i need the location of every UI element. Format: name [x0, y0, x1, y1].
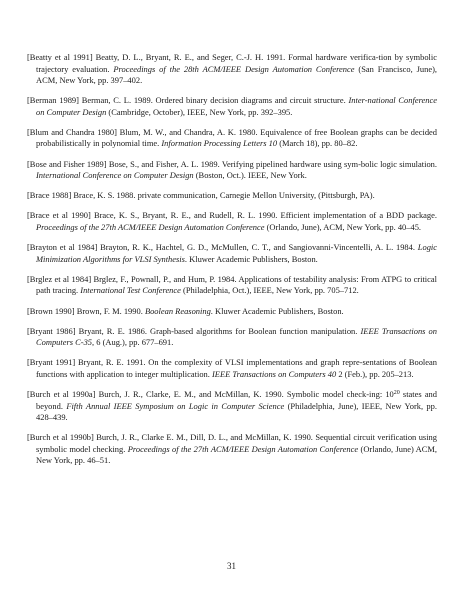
superscript: 20	[393, 390, 400, 397]
citation-key: [Bose and Fisher 1989]	[27, 158, 107, 169]
reference-text: Blum, M. W., and Chandra, A. K. 1980. Equivalence of free Boolean graphs can be decided probabilistically in polynomial time.	[36, 126, 438, 149]
reference-entry	[27, 357, 437, 380]
reference-text: 2 (Feb.), pp. 205–213.	[336, 368, 414, 379]
reference-text: (Orlando, June), ACM, New York, pp. 40–45.	[264, 221, 422, 232]
citation-key: [Brglez et al 1984]	[27, 273, 92, 284]
reference-text: , 6 (Aug.), pp. 677–691.	[92, 337, 174, 348]
publication-title: IEEE Transactions on Computers 40	[211, 368, 337, 379]
reference-text: . Kluwer Academic Publishers, Boston.	[210, 305, 344, 316]
reference-list	[27, 52, 437, 475]
reference-text: Bryant, R. E. 1986. Graph-based algorithms for Boolean function manipulation.	[75, 325, 361, 336]
reference-entry	[27, 389, 437, 424]
citation-key: [Brace et al 1990]	[27, 210, 91, 221]
reference-text: (Orlando, June) ACM, New York, pp. 46–51.	[36, 443, 437, 466]
reference-text: Burch, J. R., Clarke E. M., Dill, D. L., and McMillan, K. 1990. Sequential circuit verification using symbolic model checking.	[36, 432, 437, 454]
citation-key: [Brown 1990]	[27, 305, 75, 316]
reference-entry	[27, 95, 437, 118]
reference-entry	[27, 432, 437, 467]
publication-title: Logic Minimization Algorithms for VLSI Synthesis	[36, 242, 438, 264]
reference-text: states and beyond.	[36, 389, 437, 411]
reference-entry	[27, 127, 437, 150]
reference-entry	[27, 52, 437, 87]
reference-text: (March 18), pp. 80–82.	[277, 138, 358, 149]
publication-title: Proceedings of the 28th ACM/IEEE Design Automation Conference	[113, 63, 355, 74]
reference-text: Berman, C. L. 1989. Ordered binary decision diagrams and circuit structure.	[78, 95, 349, 106]
citation-key: [Burch et al 1990a]	[27, 389, 96, 400]
publication-title: Boolean Reasoning	[144, 305, 211, 316]
reference-text: (Philadelphia, Oct.), IEEE, New York, pp. 705–712.	[180, 285, 359, 296]
reference-text: (Philadelphia, June), IEEE, New York, pp. 428–439.	[36, 400, 437, 423]
reference-text: Brglez, F., Pownall, P., and Hum, P. 1984. Applications of testability analysis: From ATPG to critical path tracing.	[36, 273, 437, 296]
reference-text: Brace, K. S. 1988. private communication, Carnegie Mellon University, (Pittsburgh, PA).	[71, 190, 375, 201]
reference-entry	[27, 242, 437, 265]
citation-key: [Burch et al 1990b]	[27, 432, 94, 443]
reference-text: . Kluwer Academic Publishers, Boston.	[184, 253, 318, 264]
publication-title: IEEE Transactions on Computers C-35	[36, 325, 437, 348]
publication-title: International Conference on Computer Design	[36, 170, 194, 181]
reference-text: Bryant, R. E. 1991. On the complexity of VLSI implementations and graph repre-sentations of Boolean functions with application to integer multiplication.	[36, 357, 437, 379]
reference-text: Burch, J. R., Clarke, E. M., and McMillan, K. 1990. Symbolic model check-ing: 10	[95, 389, 394, 400]
reference-text: (Boston, Oct.). IEEE, New York.	[193, 170, 307, 181]
reference-text: (San Francisco, June), ACM, New York, pp. 397–402.	[36, 63, 437, 86]
reference-text: Beatty, D. L., Bryant, R. E., and Seger, C.-J. H. 1991. Formal hardware verifica-tion by symbolic trajectory evaluation.	[36, 52, 437, 74]
reference-text: Brown, F. M. 1990.	[74, 305, 145, 316]
publication-title: Inter-national Conference on Computer Design	[36, 95, 437, 117]
citation-key: [Berman 1989]	[27, 95, 79, 106]
reference-text: Bose, S., and Fisher, A. L. 1989. Verifying pipelined hardware using sym-bolic logic simulation.	[106, 158, 437, 169]
reference-text: (Cambridge, October), IEEE, New York, pp. 392–395.	[106, 106, 293, 117]
publication-title: Proceedings of the 27th ACM/IEEE Design Automation Conference	[127, 443, 359, 454]
reference-entry	[27, 274, 437, 297]
citation-key: [Bryant 1986]	[27, 325, 76, 336]
page-number: 31	[227, 561, 236, 571]
publication-title: Information Processing Letters 10	[161, 138, 278, 149]
reference-entry	[27, 159, 437, 182]
reference-entry	[27, 326, 437, 349]
citation-key: [Brayton et al 1984]	[27, 242, 98, 253]
publication-title: International Test Conference	[80, 285, 181, 296]
reference-text: Brace, K. S., Bryant, R. E., and Rudell, R. L. 1990. Efficient implementation of a BDD package.	[90, 210, 437, 221]
citation-key: [Beatty et al 1991]	[27, 52, 93, 62]
citation-key: [Blum and Chandra 1980]	[27, 126, 117, 137]
publication-title: Proceedings of the 27th ACM/IEEE Design Automation Conference	[36, 221, 265, 232]
publication-title: Fifth Annual IEEE Symposium on Logic in Computer Science	[66, 400, 285, 411]
citation-key: [Brace 1988]	[27, 190, 72, 201]
citation-key: [Bryant 1991]	[27, 357, 76, 368]
reference-text: Brayton, R. K., Hachtel, G. D., McMullen, C. T., and Sangiovanni-Vincentelli, A. L. 1984.	[97, 242, 418, 253]
reference-entry	[27, 306, 437, 318]
reference-entry	[27, 190, 437, 202]
reference-entry	[27, 210, 437, 233]
